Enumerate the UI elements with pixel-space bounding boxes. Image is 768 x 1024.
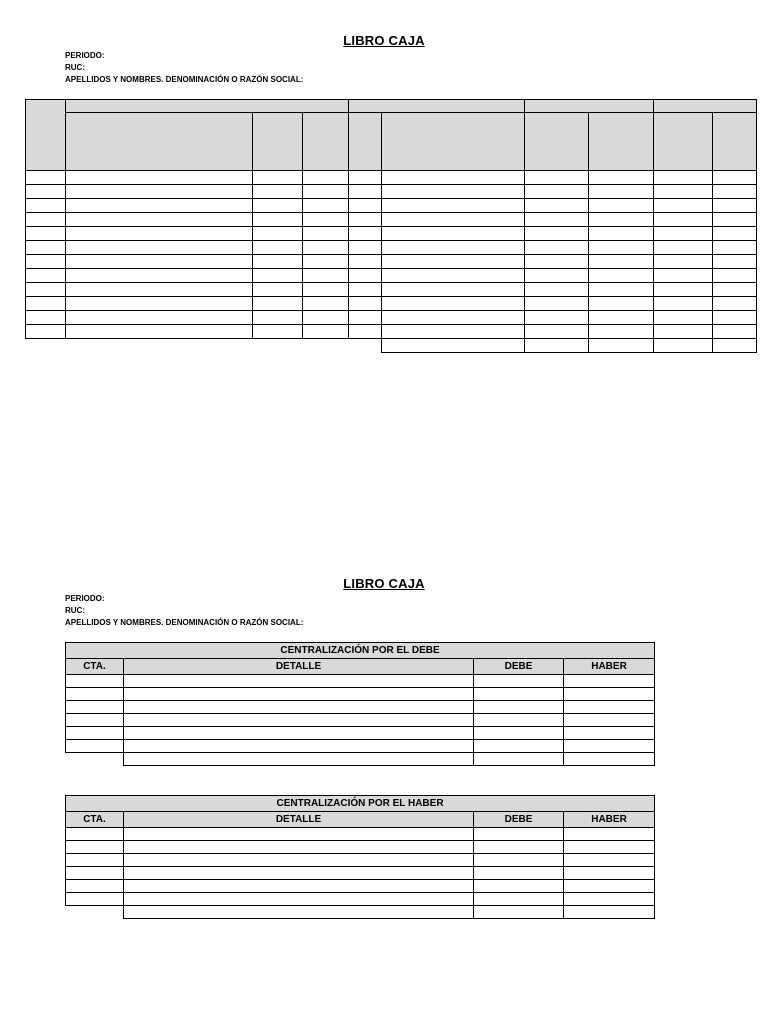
column-header-cell [588,112,654,171]
table-cell[interactable] [524,226,589,241]
totals-cell[interactable] [588,338,654,353]
table-cell[interactable] [712,240,757,255]
table-row [66,867,655,880]
table-cell[interactable] [712,310,757,325]
table-cell[interactable] [252,226,303,241]
header-cell [25,99,66,171]
table-cell[interactable] [588,198,654,213]
table-cell[interactable] [381,310,525,325]
column-header-debe: DEBE [474,812,564,828]
table-cell[interactable] [252,240,303,255]
table-cell[interactable] [65,282,253,297]
column-header-cta: CTA. [66,812,124,828]
column-header-cell [348,112,382,171]
table-cell[interactable] [252,254,303,269]
table-cell[interactable] [65,184,253,199]
table-cell[interactable] [65,254,253,269]
table-cell[interactable] [348,310,382,325]
column-header-detalle: DETALLE [124,812,474,828]
table-cell[interactable] [524,282,589,297]
table-cell[interactable] [25,198,66,213]
table-cell[interactable] [588,310,654,325]
table-cell[interactable] [348,240,382,255]
table-cell[interactable] [653,268,713,283]
table-cell[interactable] [25,310,66,325]
table-cell[interactable] [65,268,253,283]
table-cell[interactable] [348,254,382,269]
table-cell[interactable] [25,212,66,227]
table-cell[interactable] [524,310,589,325]
table-cell[interactable] [302,282,349,297]
table-cell[interactable] [381,268,525,283]
table-cell[interactable] [653,198,713,213]
table-cell[interactable] [381,198,525,213]
totals-cell[interactable] [712,338,757,353]
table-cell[interactable] [712,254,757,269]
totals-cell[interactable] [381,338,525,353]
column-header-cell [653,112,713,171]
table-cell[interactable] [302,226,349,241]
column-header-haber: HABER [564,659,655,675]
table-cell[interactable] [524,212,589,227]
table-cell[interactable] [653,170,713,185]
page-title-2: LIBRO CAJA [343,576,425,591]
table-cell[interactable] [524,198,589,213]
group-header-cell [65,99,349,113]
table-cell[interactable] [252,212,303,227]
table-cell[interactable] [252,198,303,213]
column-header-cell [524,112,589,171]
ruc-label: RUC: [65,606,85,615]
table-title: CENTRALIZACIÓN POR EL HABER [66,796,655,812]
table-cell[interactable] [302,184,349,199]
column-header-cell [712,112,757,171]
table-cell[interactable] [588,212,654,227]
table-row [66,701,655,714]
table-cell[interactable] [302,310,349,325]
table-row [66,854,655,867]
table-cell[interactable] [524,324,589,339]
table-cell[interactable] [25,254,66,269]
table-cell[interactable] [302,254,349,269]
group-header-cell [653,99,757,113]
table-cell[interactable] [348,324,382,339]
table-cell[interactable] [302,240,349,255]
table-cell[interactable] [588,324,654,339]
table-cell[interactable] [381,324,525,339]
table-cell[interactable] [25,240,66,255]
table-cell[interactable] [381,240,525,255]
table-cell[interactable] [65,310,253,325]
totals-row [66,753,655,766]
table-cell[interactable] [524,254,589,269]
column-header-cell [381,112,525,171]
table-cell[interactable] [348,226,382,241]
table-cell[interactable] [712,170,757,185]
table-cell[interactable] [588,240,654,255]
header-meta-1 [65,50,303,86]
table-cell[interactable] [381,296,525,311]
table-cell[interactable] [348,296,382,311]
table-row [66,675,655,688]
table-cell[interactable] [653,184,713,199]
table-cell[interactable] [381,184,525,199]
column-header-cell [252,112,303,171]
table-row [66,714,655,727]
table-cell[interactable] [381,170,525,185]
table-cell[interactable] [302,324,349,339]
table-cell[interactable] [348,184,382,199]
table-cell[interactable] [653,240,713,255]
table-cell[interactable] [588,226,654,241]
table-cell[interactable] [25,296,66,311]
table-cell[interactable] [524,184,589,199]
centralizacion-debe-table [65,642,655,766]
table-cell[interactable] [653,282,713,297]
table-row [66,893,655,906]
table-cell[interactable] [25,324,66,339]
table-cell[interactable] [348,212,382,227]
table-cell[interactable] [712,226,757,241]
table-row [66,841,655,854]
table-cell[interactable] [252,324,303,339]
table-cell[interactable] [588,268,654,283]
totals-cell[interactable] [524,338,589,353]
table-title: CENTRALIZACIÓN POR EL DEBE [66,643,655,659]
table-cell[interactable] [302,268,349,283]
column-header-cta: CTA. [66,659,124,675]
table-cell[interactable] [302,296,349,311]
table-cell[interactable] [65,226,253,241]
table-row [66,828,655,841]
table-cell[interactable] [252,184,303,199]
table-cell[interactable] [712,198,757,213]
razon-social-label: APELLIDOS Y NOMBRES. DENOMINACIÓN O RAZÓN SOCIAL: [65,618,304,627]
table-cell[interactable] [653,226,713,241]
header-meta-2 [65,593,303,629]
table-cell[interactable] [348,282,382,297]
periodo-label: PERIODO: [65,594,105,603]
table-cell[interactable] [302,170,349,185]
table-cell[interactable] [588,170,654,185]
table-cell[interactable] [712,268,757,283]
table-cell[interactable] [653,324,713,339]
table-cell[interactable] [524,170,589,185]
table-cell[interactable] [302,198,349,213]
totals-row [66,906,655,919]
table-cell[interactable] [65,170,253,185]
totals-cell[interactable] [653,338,713,353]
ruc-label: RUC: [65,63,85,72]
table-cell[interactable] [381,254,525,269]
group-header-cell [524,99,654,113]
table-cell[interactable] [524,268,589,283]
group-header-cell [348,99,525,113]
table-cell[interactable] [252,310,303,325]
table-cell[interactable] [712,212,757,227]
table-cell[interactable] [588,282,654,297]
table-cell[interactable] [65,198,253,213]
table-cell[interactable] [252,282,303,297]
table-cell[interactable] [252,296,303,311]
table-cell[interactable] [653,254,713,269]
column-header-debe: DEBE [474,659,564,675]
table-cell[interactable] [25,184,66,199]
table-row [66,727,655,740]
column-header-detalle: DETALLE [124,659,474,675]
table-cell[interactable] [381,282,525,297]
column-header-cell [65,112,253,171]
table-cell[interactable] [653,296,713,311]
table-row [66,880,655,893]
razon-social-label: APELLIDOS Y NOMBRES. DENOMINACIÓN O RAZÓN SOCIAL: [65,75,304,84]
table-cell[interactable] [25,226,66,241]
table-cell[interactable] [252,268,303,283]
table-cell[interactable] [653,212,713,227]
table-cell[interactable] [348,170,382,185]
table-cell[interactable] [348,268,382,283]
centralizacion-haber-table [65,795,655,919]
table-cell[interactable] [588,254,654,269]
table-cell[interactable] [25,170,66,185]
column-header-haber: HABER [564,812,655,828]
column-header-cell [302,112,349,171]
table-cell[interactable] [524,296,589,311]
table-cell[interactable] [588,184,654,199]
table-cell[interactable] [588,296,654,311]
table-cell[interactable] [25,282,66,297]
table-cell[interactable] [348,198,382,213]
table-cell[interactable] [252,170,303,185]
table-cell[interactable] [65,296,253,311]
table-cell[interactable] [712,296,757,311]
table-cell[interactable] [381,212,525,227]
table-cell[interactable] [712,184,757,199]
table-row [66,688,655,701]
table-cell[interactable] [524,240,589,255]
table-cell[interactable] [65,240,253,255]
table-cell[interactable] [712,324,757,339]
table-cell[interactable] [302,212,349,227]
periodo-label: PERIODO: [65,51,105,60]
page-title-1: LIBRO CAJA [343,33,425,48]
table-cell[interactable] [65,324,253,339]
table-cell[interactable] [381,226,525,241]
table-cell[interactable] [65,212,253,227]
table-cell[interactable] [25,268,66,283]
table-cell[interactable] [712,282,757,297]
table-row [66,740,655,753]
table-cell[interactable] [653,310,713,325]
